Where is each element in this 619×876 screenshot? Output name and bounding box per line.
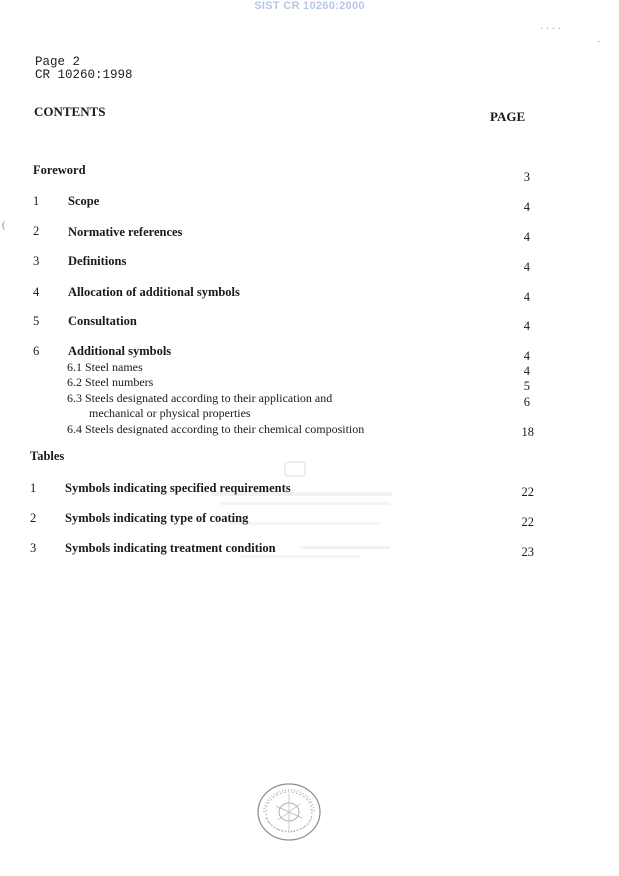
subsection-page: 4 <box>523 364 530 378</box>
table-title: Symbols indicating specified requirements <box>65 481 291 495</box>
subsection-title: 6.2 Steel numbers <box>67 375 154 389</box>
subsection-page: 6 <box>523 395 530 409</box>
table-number: 2 <box>30 511 37 525</box>
section-page: 4 <box>523 349 530 363</box>
table-page: 22 <box>521 515 534 529</box>
page-column-heading: PAGE <box>490 109 526 124</box>
section-number: 3 <box>33 254 40 268</box>
section-page: 4 <box>523 319 530 333</box>
scan-speck: · <box>597 37 601 48</box>
table-number: 1 <box>30 481 37 495</box>
document-reference: CR 10260:1998 <box>35 68 133 82</box>
contents-heading: CONTENTS <box>34 104 106 119</box>
section-number: 4 <box>33 285 40 299</box>
scan-speck: ( <box>2 220 6 231</box>
section-page: 4 <box>523 200 530 214</box>
section-title: Allocation of additional symbols <box>68 285 240 299</box>
table-title: Symbols indicating treatment condition <box>65 541 276 555</box>
section-number: 6 <box>33 344 40 358</box>
table-title: Symbols indicating type of coating <box>65 511 249 525</box>
section-title: Scope <box>68 194 100 208</box>
subsection-title: 6.3 Steels designated according to their application and <box>67 391 333 405</box>
subsection-title: 6.1 Steel names <box>67 360 143 374</box>
section-title: Definitions <box>68 254 127 268</box>
subsection-page: 5 <box>523 379 530 393</box>
section-title: Consultation <box>68 314 137 328</box>
scan-speck: · · · · <box>540 24 561 35</box>
section-title: Additional symbols <box>68 344 172 358</box>
foreword-title: Foreword <box>33 163 86 177</box>
watermark-text: SIST CR 10260:2000 <box>254 0 365 12</box>
subsection-title: 6.4 Steels designated according to their chemical composition <box>67 422 365 436</box>
table-page: 23 <box>521 545 534 559</box>
foreword-page: 3 <box>523 170 530 184</box>
tables-heading: Tables <box>30 449 65 463</box>
table-page: 22 <box>521 485 534 499</box>
section-number: 5 <box>33 314 40 328</box>
section-number: 2 <box>33 224 40 238</box>
page-label: Page 2 <box>35 55 81 69</box>
section-page: 4 <box>523 290 530 304</box>
subsection-page: 18 <box>521 425 534 439</box>
subsection-title-continued: mechanical or physical properties <box>89 406 251 420</box>
table-number: 3 <box>30 541 37 555</box>
section-title: Normative references <box>68 225 183 239</box>
scan-noise <box>200 460 400 565</box>
official-seal-stamp <box>256 782 322 842</box>
section-page: 4 <box>523 230 530 244</box>
section-page: 4 <box>523 260 530 274</box>
section-number: 1 <box>33 194 40 208</box>
